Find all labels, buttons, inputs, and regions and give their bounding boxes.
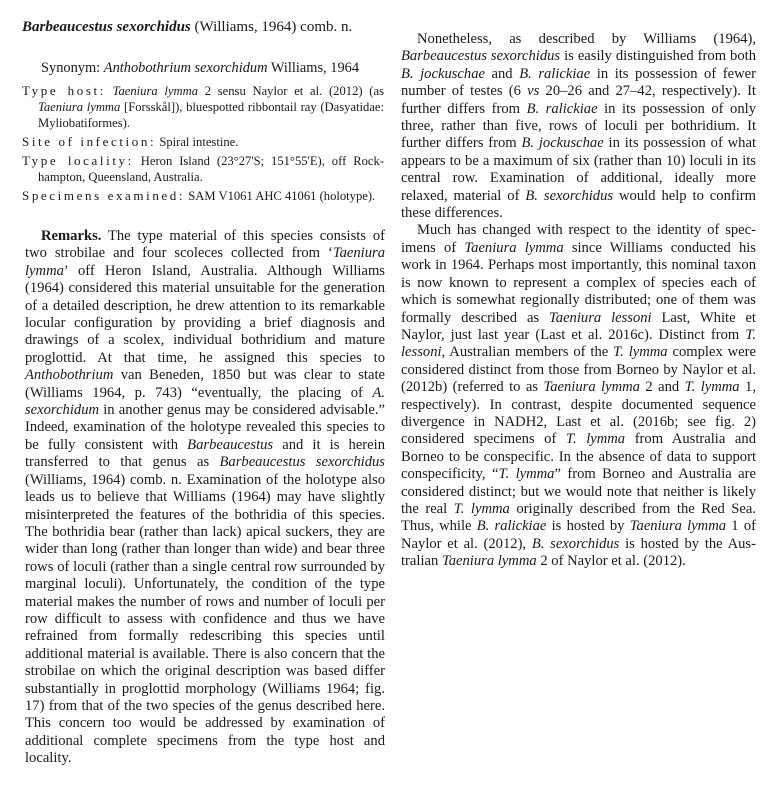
synonym-authority: Williams, 1964 (267, 60, 360, 76)
type-locality-value: Heron Island (23°27'S; 151°55'E), off Rockhampton, Queensland, Australia. (38, 154, 384, 184)
remarks-heading: Remarks. (41, 228, 102, 244)
italic-term: Taeniura lymma (38, 100, 121, 114)
text-run: in its possession of what appears to be a maximum of six (rather than 10) loculi in its central row. Examination of additional, ideally more relaxed, material of (401, 135, 757, 204)
text-run: The type material of this species consists of two strobilae and four scoleces collected from ‘ (25, 228, 385, 262)
italic-term: T. lymma (684, 379, 740, 396)
type-locality-label: Type locality: (22, 153, 134, 168)
italic-term: Taeniura lymma (629, 518, 727, 535)
species-name: Barbeaucestus sexorchidus (22, 19, 191, 35)
italic-term: Taeniura lymma (25, 245, 385, 279)
italic-term: T. lymma (613, 344, 668, 361)
italic-term: Barbeaucestus sexorchidus (401, 48, 561, 65)
italic-term: Barbeaucestus (187, 436, 274, 453)
site-of-infection-label: Site of infection: (22, 134, 157, 149)
italic-term: vs (527, 83, 540, 100)
type-host-label: Type host: (22, 83, 106, 98)
text-run: van Beneden, 1850 but was clear to state (Williams 1964, p. 743) “eventually, the placing of (25, 367, 385, 401)
text-run: 20–26 and 27–42, respectively). It further differs from (401, 83, 756, 117)
text-run: Much has changed with respect to the identity of specimens of (401, 222, 756, 256)
text-run: is easily distinguished from both (560, 48, 756, 65)
paragraph-differences (401, 31, 756, 222)
italic-term: Taeniura lymma (464, 239, 564, 256)
text-run: 2 and (639, 379, 685, 396)
text-run: 1, respectively). In contrast, despite documented sequence divergence in NADH2, Last et al. (2016b; see fig. 2) considered specimens of (401, 379, 756, 448)
specimens-examined-label: Specimens examined: (22, 188, 186, 203)
italic-term: T. lymma (453, 500, 510, 517)
text-run: ” from Borneo and Australia are considered distinct; but we would note that neither is likely the real (401, 466, 756, 517)
italic-term: B. ralickiae (476, 518, 547, 535)
italic-term: Barbeaucestus sexorchidus (219, 454, 385, 471)
synonym-line (41, 59, 359, 77)
italic-term: T. lymma (565, 431, 626, 448)
italic-term: T. lymma (498, 466, 555, 483)
text-run: in another genus may be considered advisable.” Indeed, examination of the holotype revealed this species to be fully consistent with (25, 402, 385, 453)
text-run: is hosted by (546, 518, 630, 535)
italic-term: B. ralickiae (519, 65, 591, 82)
specimens-examined-value: SAM V1061 AHC 41061 (holotype). (185, 189, 376, 203)
right-column (401, 31, 756, 571)
species-authority: (Williams, 1964) comb. n. (190, 19, 353, 35)
synonym-label: Synonym: (41, 60, 104, 76)
italic-term: Taeniura lymma (543, 379, 640, 396)
text-run: , Australian members of the (441, 344, 614, 361)
italic-term: Taeniura lymma (441, 553, 537, 570)
text-run: and (484, 65, 520, 82)
type-host-field (22, 83, 384, 131)
site-of-infection-field (22, 134, 384, 150)
italic-term: B. jockuschae (401, 65, 485, 82)
synonym-name: Anthobothrium sexorchidum (103, 60, 268, 76)
italic-term: T. lessoni (401, 326, 756, 361)
site-of-infection-value: Spiral intestine. (156, 135, 239, 149)
italic-term: B. jockuschae (521, 135, 604, 152)
text-run: (Williams, 1964) comb. n. Examination of the holotype also leads us to believe that Williams (1964) may have slightly misinterpreted the features of the bothridia of this species. The bothridia bear (rather than lack) apical suckers, they are wider than long (rather than longer than wide) and bear three rows of loculi (rather than a single central row surrounded by marginal loculi). Unfortunately, the condition of the type material makes the number of rows and number of loculi per row difficult to assess with confidence and thus we have refrained from formally redescribing this species until additional material is available. There is also concern that the strobilae on which the original description was based differ substantially in proglottid morphology (Williams 1964; fig. 17) from that of the two species of the genus described here. This concern too would be addressed by examination of additional complete specimens from the type host and locality. (25, 471, 385, 767)
text-run: from Australia and Borneo to be conspecific. In the absence of data to support conspecificity, “ (401, 431, 756, 483)
italic-term: A. sexorchidum (25, 384, 385, 419)
text-run: would help to confirm these differences. (401, 187, 757, 222)
text-run: in its possession of only three, rather than five, rows of loculi per bothridium. It further differs from (401, 100, 757, 152)
italic-term: B. sexorchidus (525, 187, 614, 204)
remarks-body (25, 228, 385, 766)
text-run: 2 sensu Naylor et al. (2012) (as (198, 84, 384, 98)
text-run: is hosted by the Australian (401, 535, 756, 570)
text-run: since Williams conducted his work in 1964. Perhaps most importantly, this nominal taxon is now known to represent a complex of species each of which is somewhat regionally distributed; one of them was formally described as (401, 239, 756, 326)
text-run (106, 84, 113, 98)
text-run: 2 of Naylor et al. (2012). (536, 553, 686, 570)
text-run: and it is herein transferred to that genus as (25, 436, 385, 471)
paragraph-host-identity (401, 222, 756, 570)
remarks-paragraph (25, 228, 385, 768)
text-run: Nonetheless, as described by Williams (1964), (417, 31, 756, 47)
text-run: in its possession of fewer number of testes (6 (401, 65, 756, 100)
italic-term: B. sexorchidus (531, 535, 620, 552)
species-title (22, 18, 352, 36)
italic-term: Anthobothrium (25, 367, 114, 384)
text-run: ’ off Heron Island, Australia. Although Williams (1964) considered this material unsuitable for the generation of a detailed description, he drew attention to its remarkable locular configuration by providing a brief diagnosis and drawings of a scolex, individual bothridium and mature proglottid. At that time, he assigned this species to (25, 262, 385, 366)
text-run: [Forsskål]), bluespotted ribbontail ray (Dasyatidae: Myliobatiformes). (38, 100, 385, 130)
italic-term: Taeniura lymma (112, 84, 198, 98)
italic-term: B. ralickiae (526, 100, 598, 117)
italic-term: Taeniura lessoni (549, 309, 652, 326)
specimens-examined-field (22, 188, 384, 204)
text-run: 1 of Naylor et al. (2012), (401, 518, 756, 552)
type-locality-field (22, 153, 384, 185)
remarks-section (25, 228, 385, 768)
text-run: complex were considered distinct from those from Borneo by Naylor et al. (2012b) (referred to as (401, 344, 756, 396)
taxonomic-fields (22, 83, 384, 204)
text-run: originally described from the Red Sea. Thus, while (401, 500, 756, 535)
text-run: Last, White et Naylor, just last year (Last et al. 2016c). Distinct from (401, 309, 756, 343)
